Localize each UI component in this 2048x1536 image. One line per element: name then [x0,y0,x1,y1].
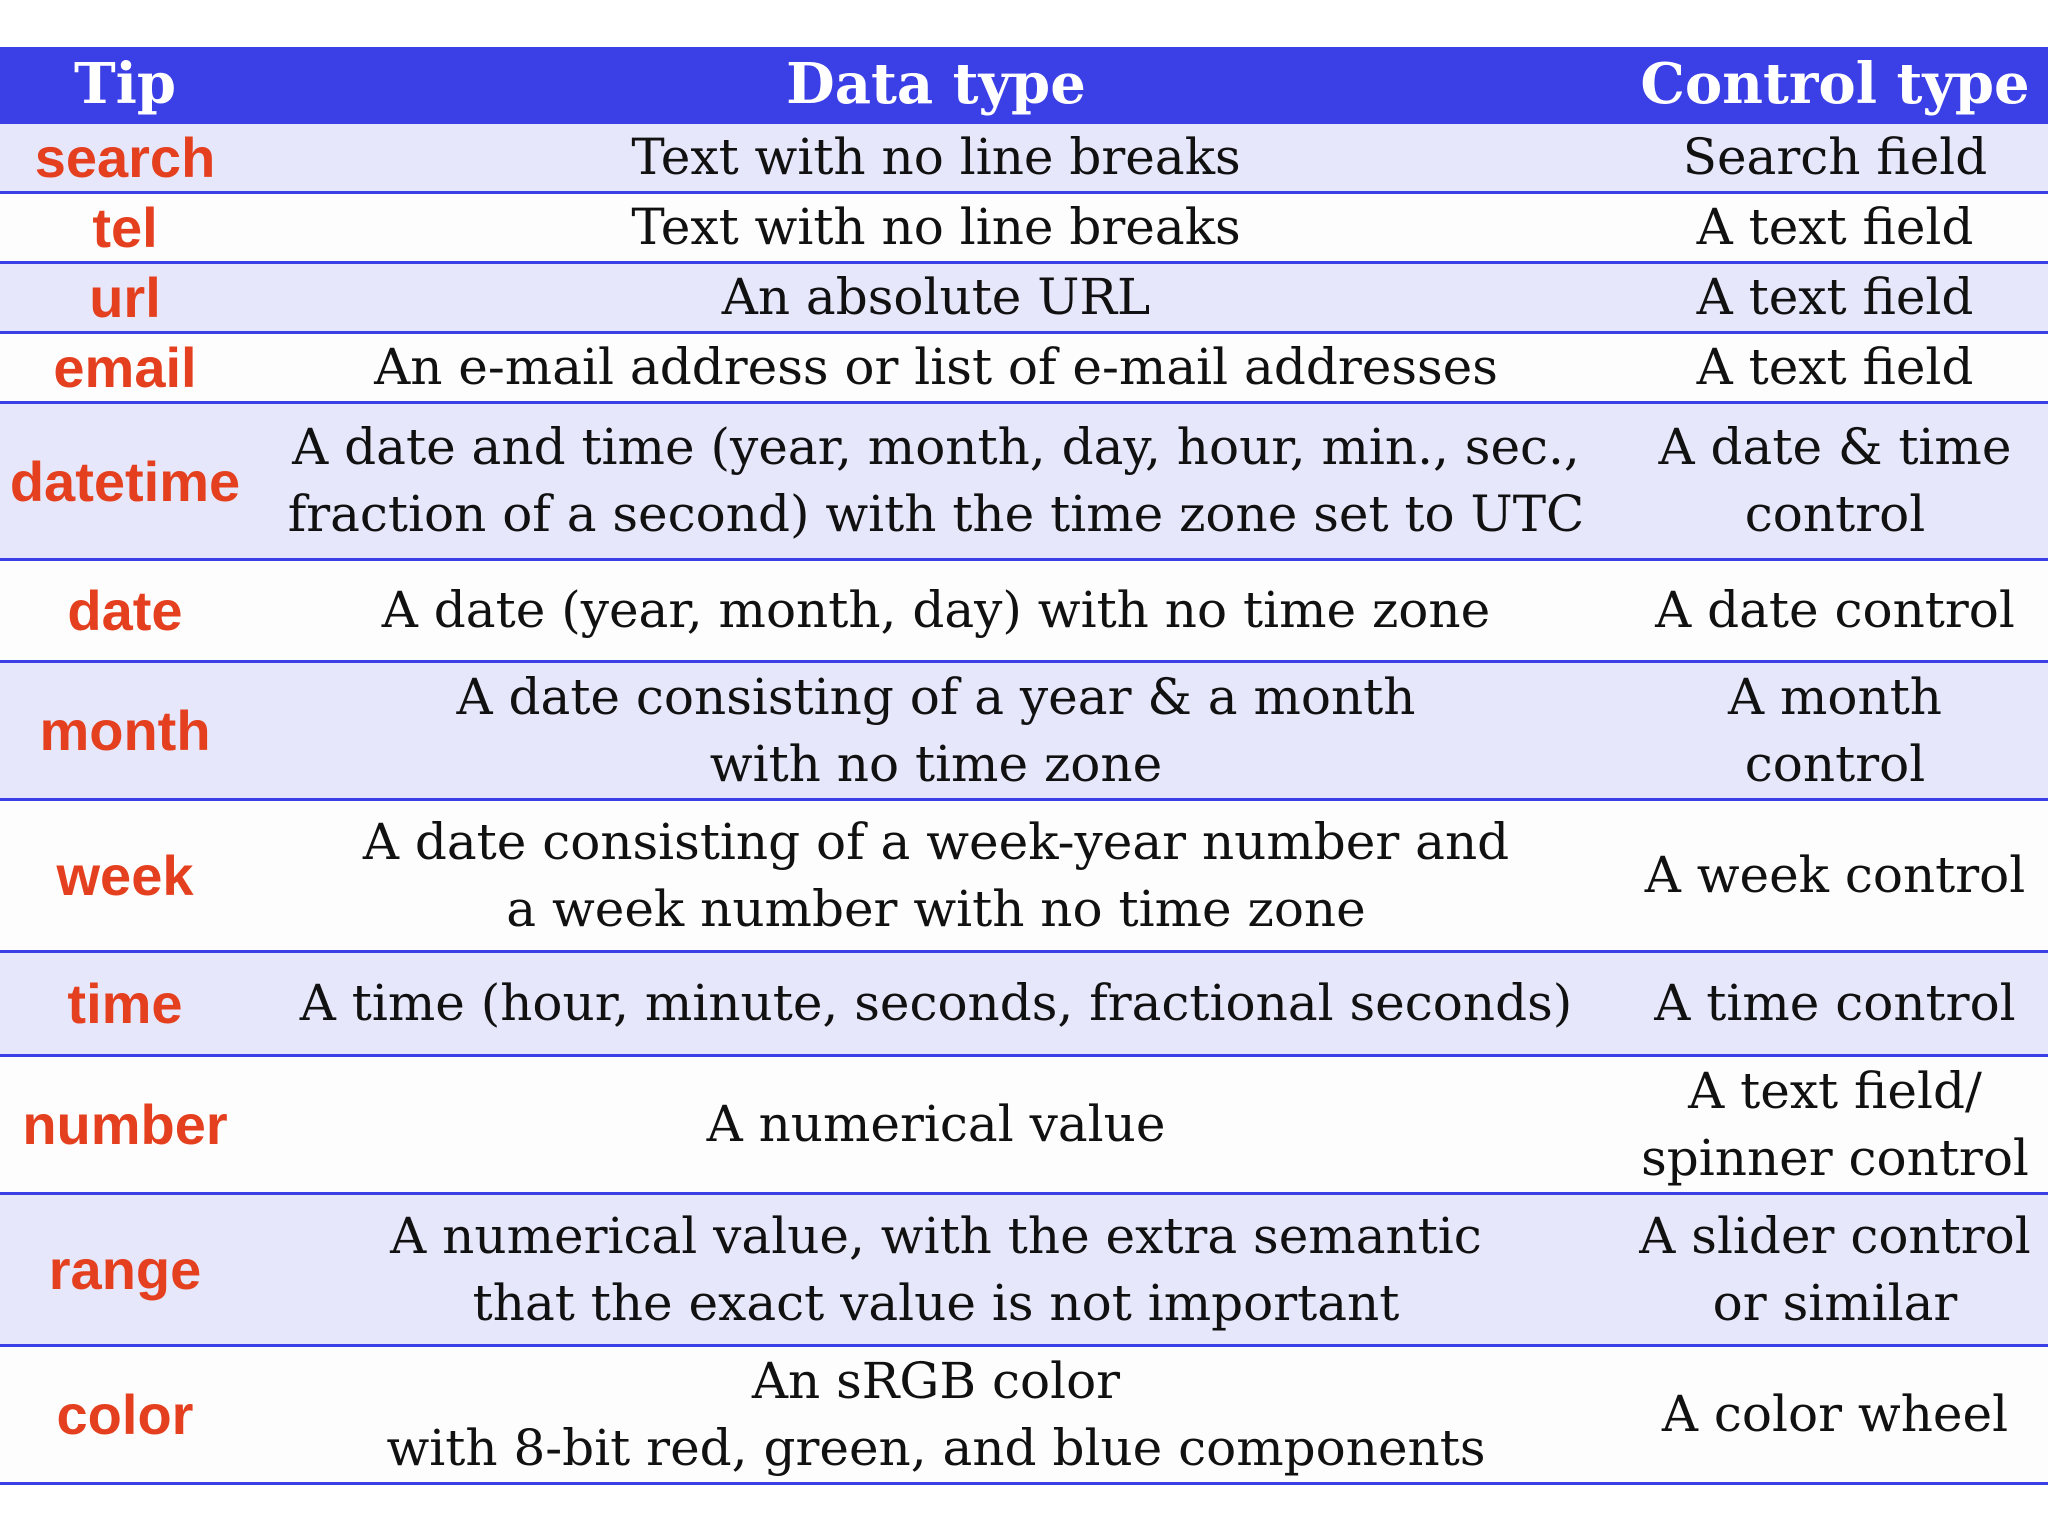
table-row-email [0,333,2048,403]
data-type-cell: Text with no line breaks [250,193,1622,263]
table-row-number [0,1056,2048,1194]
table-row-url [0,263,2048,333]
data-type-cell: A numerical value, with the extra semantic that the exact value is not important [250,1194,1622,1346]
tip-cell: time [0,952,250,1056]
data-type-cell: A date consisting of a year & a month with no time zone [250,662,1622,800]
data-type-cell: An sRGB color with 8-bit red, green, and blue components [250,1346,1622,1484]
data-type-cell: Text with no line breaks [250,123,1622,193]
tip-cell: search [0,123,250,193]
input-types-table [0,47,2048,1485]
tip-cell: tel [0,193,250,263]
control-type-cell: A text field [1622,193,2048,263]
tip-cell: month [0,662,250,800]
table-row-search [0,123,2048,193]
table-row-range [0,1194,2048,1346]
tip-cell: date [0,560,250,662]
table-row-color [0,1346,2048,1484]
control-type-cell: A text field [1622,333,2048,403]
table-row-date [0,560,2048,662]
tip-cell: email [0,333,250,403]
table-row-week [0,800,2048,952]
tip-cell: url [0,263,250,333]
header-row [0,47,2048,123]
data-type-cell: A time (hour, minute, seconds, fractional seconds) [250,952,1622,1056]
control-type-cell: A date control [1622,560,2048,662]
control-type-cell: A slider control or similar [1622,1194,2048,1346]
header-control-type: Control type [1622,47,2048,123]
control-type-cell: A time control [1622,952,2048,1056]
control-type-cell: A color wheel [1622,1346,2048,1484]
table-row-time [0,952,2048,1056]
header-tip: Tip [0,47,250,123]
control-type-cell: A text field/ spinner control [1622,1056,2048,1194]
control-type-cell: A text field [1622,263,2048,333]
control-type-cell: Search field [1622,123,2048,193]
data-type-cell: An e-mail address or list of e-mail addresses [250,333,1622,403]
tip-cell: datetime [0,403,250,560]
control-type-cell: A week control [1622,800,2048,952]
data-type-cell: A date (year, month, day) with no time zone [250,560,1622,662]
table-row-tel [0,193,2048,263]
header-data-type: Data type [250,47,1622,123]
tip-cell: range [0,1194,250,1346]
table-row-month [0,662,2048,800]
tip-cell: color [0,1346,250,1484]
data-type-cell: A numerical value [250,1056,1622,1194]
tip-cell: week [0,800,250,952]
tip-cell: number [0,1056,250,1194]
data-type-cell: A date consisting of a week-year number and a week number with no time zone [250,800,1622,952]
control-type-cell: A date & time control [1622,403,2048,560]
control-type-cell: A month control [1622,662,2048,800]
data-type-cell: An absolute URL [250,263,1622,333]
data-type-cell: A date and time (year, month, day, hour, min., sec., fraction of a second) with the time zone set to UTC [250,403,1622,560]
table-row-datetime [0,403,2048,560]
